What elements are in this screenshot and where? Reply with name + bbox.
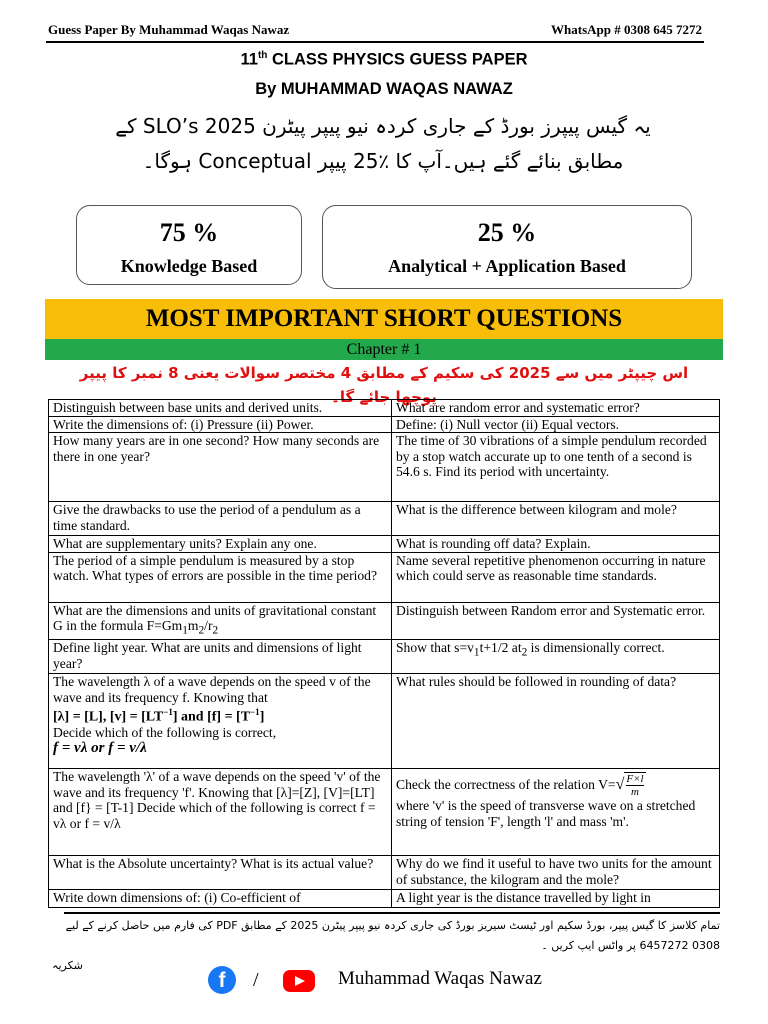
question-right: Name several repetitive phenomenon occurring in nature which could serve as reasonable time standards. — [392, 552, 720, 602]
chapter-note: اس چیپٹر میں سے 2025 کی سکیم کے مطابق 4 مختصر سوالات یعنی 8 نمبر کا پیپر پوچھا جائے گا۔ — [79, 364, 689, 406]
table-row — [49, 552, 720, 602]
dimension-equation: [λ] = [L], $[v] = [LT^{-1}]$ and $[f] = [T^{-1}]$ — [53, 707, 265, 725]
paper-author: By MUHAMMAD WAQAS NAWAZ — [255, 80, 513, 98]
question-left: Write the dimensions of: (i) Pressure (ii) Power. — [49, 416, 392, 433]
table-row — [49, 502, 720, 536]
table-row — [49, 640, 720, 674]
paper-title: 11th CLASS PHYSICS GUESS PAPER — [240, 50, 528, 69]
analytical-label: Analytical + Application Based — [388, 256, 626, 276]
table-row — [49, 416, 720, 433]
page-header — [48, 22, 702, 42]
chapter-label: Chapter # 1 — [45, 339, 723, 360]
question-right: What is the difference between kilogram and mole? — [392, 502, 720, 536]
question-right: A light year is the distance travelled by light in — [392, 890, 720, 908]
table-row — [49, 536, 720, 553]
knowledge-box — [76, 205, 302, 285]
question-left: Give the drawbacks to use the period of a pendulum as a time standard. — [49, 502, 392, 536]
footer-author: Muhammad Waqas Nawaz — [338, 968, 542, 989]
social-footer — [0, 964, 768, 996]
youtube-icon[interactable] — [283, 970, 315, 992]
separator-slash: / — [253, 969, 259, 991]
table-row — [49, 769, 720, 856]
question-left: The wavelength 'λ' of a wave depends on the speed 'v' of the wave and its frequency 'f'. Knowing that [λ]=[Z], [V]=[LT] and [f} = [T-1] Decide which of the following is correct f = vλ or f = v/λ — [49, 769, 392, 856]
question-left: Distinguish between base units and derived units. — [49, 400, 392, 417]
option-equation: f = vλ or f = v/λ — [53, 739, 147, 756]
table-row — [49, 890, 720, 908]
table-row — [49, 856, 720, 890]
question-right: Distinguish between Random error and Systematic error. — [392, 602, 720, 640]
table-row — [49, 433, 720, 502]
analytical-percent: 25 % — [477, 218, 537, 247]
question-left: The period of a simple pendulum is measured by a stop watch. What types of errors are possible in the time period? — [49, 552, 392, 602]
table-row — [49, 400, 720, 417]
question-right: Define: (i) Null vector (ii) Equal vectors. — [392, 416, 720, 433]
questions-table — [48, 399, 720, 908]
question-right: What is rounding off data? Explain. — [392, 536, 720, 553]
intro-urdu-line2: مطابق بنائے گئے ہیں۔آپ کا ٪25 پیپر Conceptual ہوگا۔ — [142, 149, 624, 173]
header-author: Guess Paper By Muhammad Waqas Nawaz — [48, 22, 290, 37]
table-row — [49, 674, 720, 769]
facebook-icon[interactable]: f — [208, 966, 236, 994]
question-left: Define light year. What are units and dimensions of light year? — [49, 640, 392, 674]
question-left: What are supplementary units? Explain any one. — [49, 536, 392, 553]
intro-urdu-line1: یہ گیس پیپرز بورڈ کے جاری کردہ نیو پیپر پیٹرن SLO’s 2025 کے — [115, 114, 651, 138]
question-left: How many years are in one second? How many seconds are there in one year? — [49, 433, 392, 502]
table-row — [49, 602, 720, 640]
question-right: The time of 30 vibrations of a simple pendulum recorded by a stop watch accurate up to one tenth of a second is 54.6 s. Find its period with uncertainty. — [392, 433, 720, 502]
question-right: Why do we find it useful to have two units for the amount of substance, the kilogram and the mole? — [392, 856, 720, 890]
knowledge-percent: 75 % — [159, 218, 219, 247]
question-left: What are the dimensions and units of gravitational constant G in the formula $F=Gm_1m_2/r_2$ — [49, 602, 392, 640]
sqrt-fraction: F×l m — [626, 773, 644, 799]
header-divider — [46, 41, 704, 43]
footer-thanks: شکریہ — [52, 959, 83, 972]
knowledge-label: Knowledge Based — [120, 256, 258, 276]
header-whatsapp: WhatsApp # 0308 645 7272 — [551, 22, 702, 37]
footer-divider — [64, 912, 720, 914]
question-right: Show that $s=v_1t+1/2$ $at_2$ is dimensionally correct. — [392, 640, 720, 674]
analytical-box — [322, 205, 692, 289]
question-right: What rules should be followed in rounding of data? — [392, 674, 720, 769]
question-left: What is the Absolute uncertainty? What is its actual value? — [49, 856, 392, 890]
question-right: What are random error and systematic error? — [392, 400, 720, 417]
question-left: Write down dimensions of: (i) Co-efficient of — [49, 890, 392, 908]
section-title: MOST IMPORTANT SHORT QUESTIONS — [45, 299, 723, 339]
question-right: Check the correctness of the relation V= √ F×l m where 'v' is the speed of transverse wave on a stretched string of tension 'F', length 'l' and mass 'm'. — [392, 769, 720, 856]
question-left: The wavelength λ of a wave depends on the speed v of the wave and its frequency f. Knowing that [λ] = [L], $[v] = [LT^{-1}]$ and $[f] = [T^{-1}]$ Decide which of the following is correct, f = vλ or f = v/λ — [49, 674, 392, 769]
footer-note: تمام کلاسز کا گیس پیپر، بورڈ سکیم اور ٹیسٹ سیریز بورڈ کی جاری کردہ نیو پیپر پیٹرن 2025 کے مطابق PDF کی فارم میں حاصل کرنے کے لیے 0308 6457272 پر واٹس ایپ کریں ۔ شکریہ — [48, 916, 720, 976]
